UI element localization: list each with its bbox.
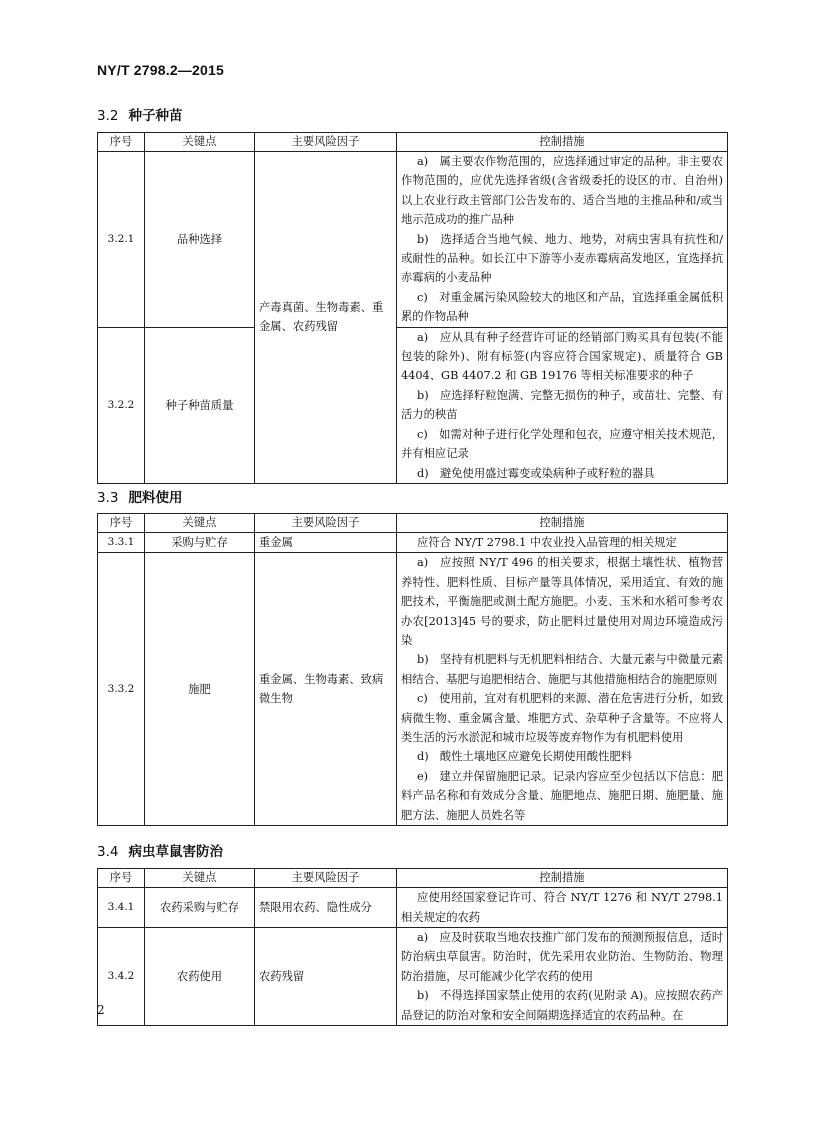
col-header-control: 控制措施: [397, 514, 728, 533]
control-item: b) 不得选择国家禁止使用的农药(见附录 A)。应按照农药产品登记的防治对象和安全间隔期选择适宜的农药品种。在: [401, 989, 723, 1022]
table-header-row: [98, 869, 728, 888]
col-header-control: 控制措施: [397, 133, 728, 152]
section-number: 3.3: [97, 490, 119, 506]
col-header-control: 控制措施: [397, 869, 728, 888]
row-control-measures: [397, 888, 728, 928]
row-number: 3.4.2: [98, 928, 145, 1026]
row-number: 3.2.1: [98, 152, 145, 328]
row-risk-factor: 禁限用农药、隐性成分: [255, 888, 397, 928]
control-item: b) 坚持有机肥料与无机肥料相结合、大量元素与中微量元素相结合、基肥与追肥相结合、施肥与其他措施相结合的施肥原则: [401, 653, 723, 686]
row-control-measures: [397, 327, 728, 483]
col-header-no: 序号: [98, 514, 145, 533]
col-header-no: 序号: [98, 133, 145, 152]
col-header-key: 关键点: [145, 133, 255, 152]
section-title-3-3: [97, 486, 182, 506]
col-header-risk: 主要风险因子: [255, 514, 397, 533]
table-row: [98, 888, 728, 928]
pest-control-table: [97, 868, 728, 1026]
section-name: 种子种苗: [128, 108, 183, 124]
row-control-measures: [397, 152, 728, 328]
table-header-row: [98, 514, 728, 533]
col-header-key: 关键点: [145, 514, 255, 533]
row-number: 3.2.2: [98, 327, 145, 483]
control-item: d) 酸性土壤地区应避免长期使用酸性肥料: [417, 750, 632, 764]
row-key-point: 施肥: [145, 553, 255, 826]
control-item: e) 建立并保留施肥记录。记录内容应至少包括以下信息：肥料产品名称和有效成分含量、施肥地点、施肥日期、施肥量、施肥方法、施肥人员姓名等: [401, 769, 723, 822]
control-item: 应使用经国家登记许可、符合 NY/T 1276 和 NY/T 2798.1 相关规定的农药: [401, 891, 723, 924]
col-header-risk: 主要风险因子: [255, 869, 397, 888]
section-number: 3.4: [97, 844, 119, 860]
row-risk-factor: 农药残留: [255, 928, 397, 1026]
section-name: 病虫草鼠害防治: [128, 844, 223, 860]
row-key-point: 采购与贮存: [145, 533, 255, 553]
control-item: a) 应按照 NY/T 496 的相关要求，根据土壤性状、植物营养特性、肥料性质、目标产量等具体情况，采用适宜、有效的施肥技术，平衡施肥或测土配方施肥。小麦、玉米和水稻可参考农办农[2013]45 号的要求，防止肥料过量使用对周边环境造成污染: [401, 556, 723, 648]
control-item: 应符合 NY/T 2798.1 中农业投入品管理的相关规定: [417, 536, 677, 549]
control-item: a) 应从具有种子经营许可证的经销部门购买具有包装(不能包装的除外)、附有标签(内容应符合国家规定)、质量符合 GB 4404、GB 4407.2 和 GB 19176 等相关标准要求的种子: [401, 330, 723, 383]
control-item: a) 应及时获取当地农技推广部门发布的预测预报信息，适时防治病虫草鼠害。防治时，优先采用农业防治、生物防治、物理防治措施，尽可能减少化学农药的使用: [401, 931, 723, 983]
control-item: c) 使用前，宜对有机肥料的来源、潜在危害进行分析，如致病微生物、重金属含量、堆肥方式、杂草种子含量等。不应将人类生活的污水淤泥和城市垃圾等废弃物作为有机肥料使用: [401, 692, 723, 745]
control-item: d) 避免使用盛过霉变或染病种子或籽粒的器具: [417, 466, 655, 480]
row-risk-factor: 重金属、生物毒素、致病微生物: [255, 553, 397, 826]
control-item: c) 对重金属污染风险较大的地区和产品，宜选择重金属低积累的作物品种: [401, 290, 723, 324]
row-key-point: 种子种苗质量: [145, 327, 255, 483]
row-risk-factor: 重金属: [255, 533, 397, 553]
row-control-measures: [397, 928, 728, 1026]
row-number: 3.4.1: [98, 888, 145, 928]
col-header-risk: 主要风险因子: [255, 133, 397, 152]
document-code: NY/T 2798.2—2015: [97, 62, 224, 78]
section-title-3-2: [97, 104, 182, 124]
section-title-3-4: [97, 840, 223, 860]
control-item: b) 应选择籽粒饱满、完整无损伤的种子，或苗壮、完整、有活力的秧苗: [401, 388, 723, 422]
seed-table: [97, 132, 728, 484]
row-key-point: 品种选择: [145, 152, 255, 328]
table-row: [98, 327, 728, 483]
control-item: b) 选择适合当地气候、地力、地势，对病虫害具有抗性和/或耐性的品种。如长江中下游等小麦赤霉病高发地区，宜选择抗赤霉病的小麦品种: [401, 232, 723, 285]
section-number: 3.2: [97, 108, 119, 124]
table-row: [98, 928, 728, 1026]
table-row: [98, 533, 728, 553]
page-number: 2: [97, 1003, 105, 1017]
row-number: 3.3.2: [98, 553, 145, 826]
table-row: [98, 152, 728, 328]
control-item: c) 如需对种子进行化学处理和包衣，应遵守相关技术规范，并有相应记录: [401, 427, 723, 461]
control-item: a) 属主要农作物范围的，应选择通过审定的品种。非主要农作物范围的，应优先选择省级(含省级委托的设区的市、自治州)以上农业行政主管部门公告发布的、适合当地的主推品种和/或当地示范成功的推广品种: [401, 155, 723, 227]
row-number: 3.3.1: [98, 533, 145, 553]
table-header-row: [98, 133, 728, 152]
table-row: [98, 553, 728, 826]
row-control-measures: [397, 533, 728, 553]
section-name: 肥料使用: [128, 490, 183, 506]
row-control-measures: [397, 553, 728, 826]
col-header-key: 关键点: [145, 869, 255, 888]
fertilizer-table: [97, 513, 728, 826]
row-key-point: 农药使用: [145, 928, 255, 1026]
row-risk-factor: 产毒真菌、生物毒素、重金属、农药残留: [255, 152, 397, 484]
col-header-no: 序号: [98, 869, 145, 888]
row-key-point: 农药采购与贮存: [145, 888, 255, 928]
